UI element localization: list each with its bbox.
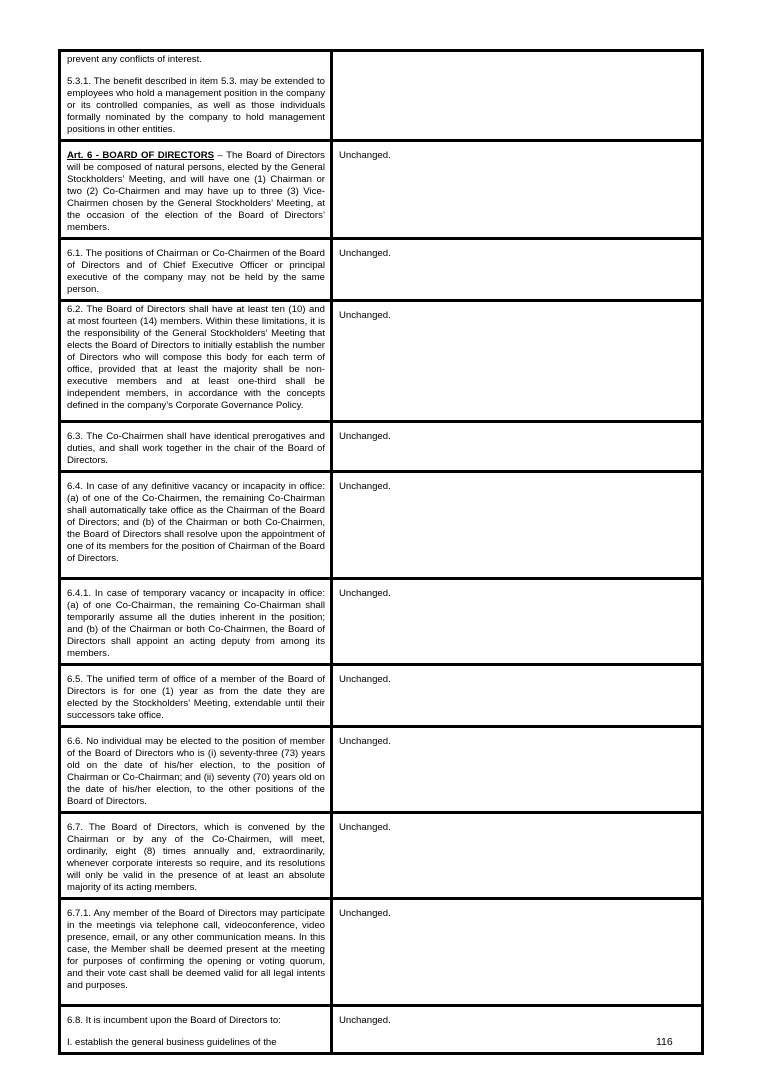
- paragraph: I. establish the general business guidelines of the: [67, 1037, 277, 1048]
- row-10-right-cell: Unchanged.: [332, 813, 703, 899]
- table-row: [60, 472, 703, 579]
- row-11-left-cell: 6.7.1. Any member of the Board of Directors may participate in the meetings via telephone call, videoconference, video presence, email, or any other communication means. In this case, the Member shall be deemed present at the meeting for purposes of confirming the opening or voting quorum, and their vote cast shall be deemed valid for all legal intents and purposes.: [60, 899, 332, 1006]
- row-1-right-cell: [332, 51, 703, 141]
- table-row: [60, 1006, 703, 1054]
- table-row: [60, 422, 703, 472]
- row-9-left-cell: 6.6. No individual may be elected to the position of member of the Board of Directors who is (i) seventy-three (73) years old on the date of his/her election, to the position of Chairman or Co-Chairman; and (ii) seventy (70) years old on the date of his/her election, to the other positions of the Board of Directors.: [60, 727, 332, 813]
- row-11-right-cell: Unchanged.: [332, 899, 703, 1006]
- row-2-left-cell: [60, 141, 332, 239]
- row-5-right-cell: Unchanged.: [332, 422, 703, 472]
- bylaws-comparison-table: [58, 49, 704, 1055]
- row-8-right-cell: Unchanged.: [332, 665, 703, 727]
- table-row: [60, 141, 703, 239]
- paragraph: 6.8. It is incumbent upon the Board of Directors to:: [67, 1015, 281, 1026]
- row-6-right-cell: Unchanged.: [332, 472, 703, 579]
- table-row: [60, 301, 703, 422]
- row-9-right-cell: Unchanged.: [332, 727, 703, 813]
- page-number: 116: [656, 1036, 673, 1048]
- table-row: [60, 579, 703, 665]
- row-12-right-cell: Unchanged.: [332, 1006, 703, 1054]
- table-row: [60, 899, 703, 1006]
- table-row: [60, 51, 703, 141]
- row-4-left-cell: 6.2. The Board of Directors shall have at least ten (10) and at most fourteen (14) members. Within these limitations, it is the responsibility of the General Stockholders’ Meeting that elects the Board of Directors to initially establish the number of Directors who will compose this body for each term of office, provided that at least the majority shall be non-executive members and at least one-third shall be independent members, in accordance with the concepts defined in the company’s Corporate Governance Policy.: [60, 301, 332, 422]
- article-6-heading: Art. 6 - BOARD OF DIRECTORS: [67, 150, 215, 161]
- row-3-right-cell: Unchanged.: [332, 239, 703, 301]
- row-1-left-cell: [60, 51, 332, 141]
- table-row: [60, 665, 703, 727]
- row-5-left-cell: 6.3. The Co-Chairmen shall have identical prerogatives and duties, and shall work together in the chair of the Board of Directors.: [60, 422, 332, 472]
- row-8-left-cell: 6.5. The unified term of office of a member of the Board of Directors is for one (1) year as from the date they are elected by the Stockholders’ Meeting, extendable until their successors take office.: [60, 665, 332, 727]
- row-4-right-cell: Unchanged.: [332, 301, 703, 422]
- row-6-left-cell: 6.4. In case of any definitive vacancy or incapacity in office: (a) of one of the Co-Chairmen, the remaining Co-Chairman shall automatically take office as the Chairman of the Board of Directors; and (b) of the Chairman or both Co-Chairmen, the Board of Directors shall resolve upon the appointment of one of its members for the position of Chairman of the Board of Directors.: [60, 472, 332, 579]
- row-12-left-cell: [60, 1006, 332, 1054]
- paragraph: 5.3.1. The benefit described in item 5.3. may be extended to employees who hold a management position in the company or its controlled companies, as well as those individuals formally nominated by the company to hold management positions in other entities.: [67, 76, 325, 135]
- row-7-left-cell: 6.4.1. In case of temporary vacancy or incapacity in office: (a) of one Co-Chairman, the remaining Co-Chairman shall temporarily assume all the duties inherent in the position; and (b) of the Chairman or both Co-Chairmen, the Board of Directors shall appoint an acting deputy from among its members.: [60, 579, 332, 665]
- table-row: [60, 239, 703, 301]
- paragraph: prevent any conflicts of interest.: [67, 54, 202, 65]
- table-row: [60, 727, 703, 813]
- row-10-left-cell: 6.7. The Board of Directors, which is convened by the Chairman or by any of the Co-Chairmen, will meet, ordinarily, eight (8) times annually and, extraordinarily, whenever corporate interests so require, and its resolutions will only be valid in the presence of at least an absolute majority of its acting members.: [60, 813, 332, 899]
- row-2-right-cell: Unchanged.: [332, 141, 703, 239]
- table-row: [60, 813, 703, 899]
- article-6-text: – The Board of Directors will be composed of natural persons, elected by the General Stockholders’ Meeting, and will have one (1) Chairman or two (2) Co-Chairmen and may have up to three (3) Vice-Chairmen chosen by the General Stockholders’ Meeting, at the occasion of the election of the Board of Directors’ members.: [67, 150, 325, 233]
- row-3-left-cell: 6.1. The positions of Chairman or Co-Chairmen of the Board of Directors and of Chief Executive Officer or principal executive of the company may not be held by the same person.: [60, 239, 332, 301]
- row-7-right-cell: Unchanged.: [332, 579, 703, 665]
